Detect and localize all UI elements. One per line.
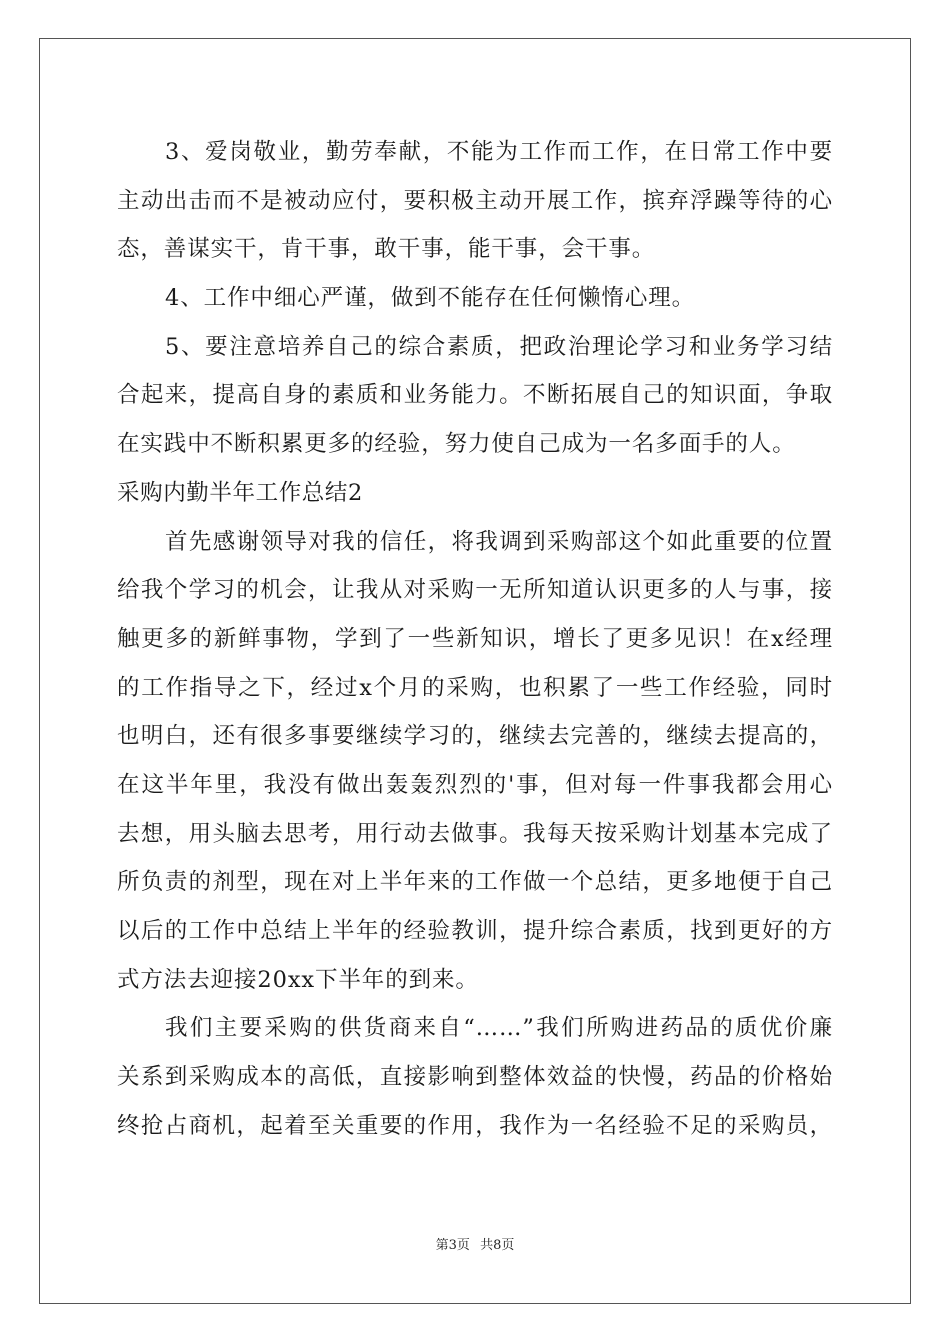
- text-line: 关系到采购成本的高低，直接影响到整体效益的快慢，药品的价格始: [117, 1064, 833, 1091]
- section-heading: 采购内勤半年工作总结2: [117, 479, 363, 506]
- text-line: 首先感谢领导对我的信任，将我调到采购部这个如此重要的位置: [165, 528, 833, 555]
- text-line: 态，善谋实干，肯干事，敢干事，能干事，会干事。: [117, 236, 656, 263]
- text-line: 终抢占商机，起着至关重要的作用，我作为一名经验不足的采购员，: [117, 1112, 833, 1139]
- text-line: 在实践中不断积累更多的经验，努力使自己成为一名多面手的人。: [117, 431, 796, 458]
- text-line: 所负责的剂型，现在对上半年来的工作做一个总结，更多地便于自己: [117, 869, 833, 896]
- text-line: 式方法去迎接20xx下半年的到来。: [117, 966, 479, 993]
- page-footer: [0, 1238, 950, 1254]
- document-body: [117, 128, 833, 1150]
- text-line: 的工作指导之下，经过x个月的采购，也积累了一些工作经验，同时: [117, 674, 833, 701]
- text-line: 合起来，提高自身的素质和业务能力。不断拓展自己的知识面，争取: [117, 382, 833, 409]
- text-line: 也明白，还有很多事要继续学习的，继续去完善的，继续去提高的，: [117, 723, 833, 750]
- text-line: 4、工作中细心严谨，做到不能存在任何懒惰心理。: [165, 285, 696, 312]
- current-page-label: 第3页: [435, 1238, 470, 1253]
- text-line: 去想，用头脑去思考，用行动去做事。我每天按采购计划基本完成了: [117, 820, 833, 847]
- text-line: 5、要注意培养自己的综合素质，把政治理论学习和业务学习结: [165, 333, 833, 360]
- text-line: 触更多的新鲜事物，学到了一些新知识，增长了更多见识！在x经理: [117, 625, 833, 652]
- text-line: 给我个学习的机会，让我从对采购一无所知道认识更多的人与事，接: [117, 577, 833, 604]
- text-line: 在这半年里，我没有做出轰轰烈烈的'事，但对每一件事我都会用心: [117, 771, 833, 798]
- text-line: 主动出击而不是被动应付，要积极主动开展工作，摈弃浮躁等待的心: [117, 187, 833, 214]
- text-line: 3、爱岗敬业，勤劳奉献，不能为工作而工作，在日常工作中要: [165, 139, 833, 165]
- text-line: 以后的工作中总结上半年的经验教训，提升综合素质，找到更好的方: [117, 918, 833, 944]
- total-pages-label: 共8页: [480, 1238, 515, 1253]
- text-line: 我们主要采购的供货商来自“……”我们所购进药品的质优价廉: [165, 1015, 833, 1042]
